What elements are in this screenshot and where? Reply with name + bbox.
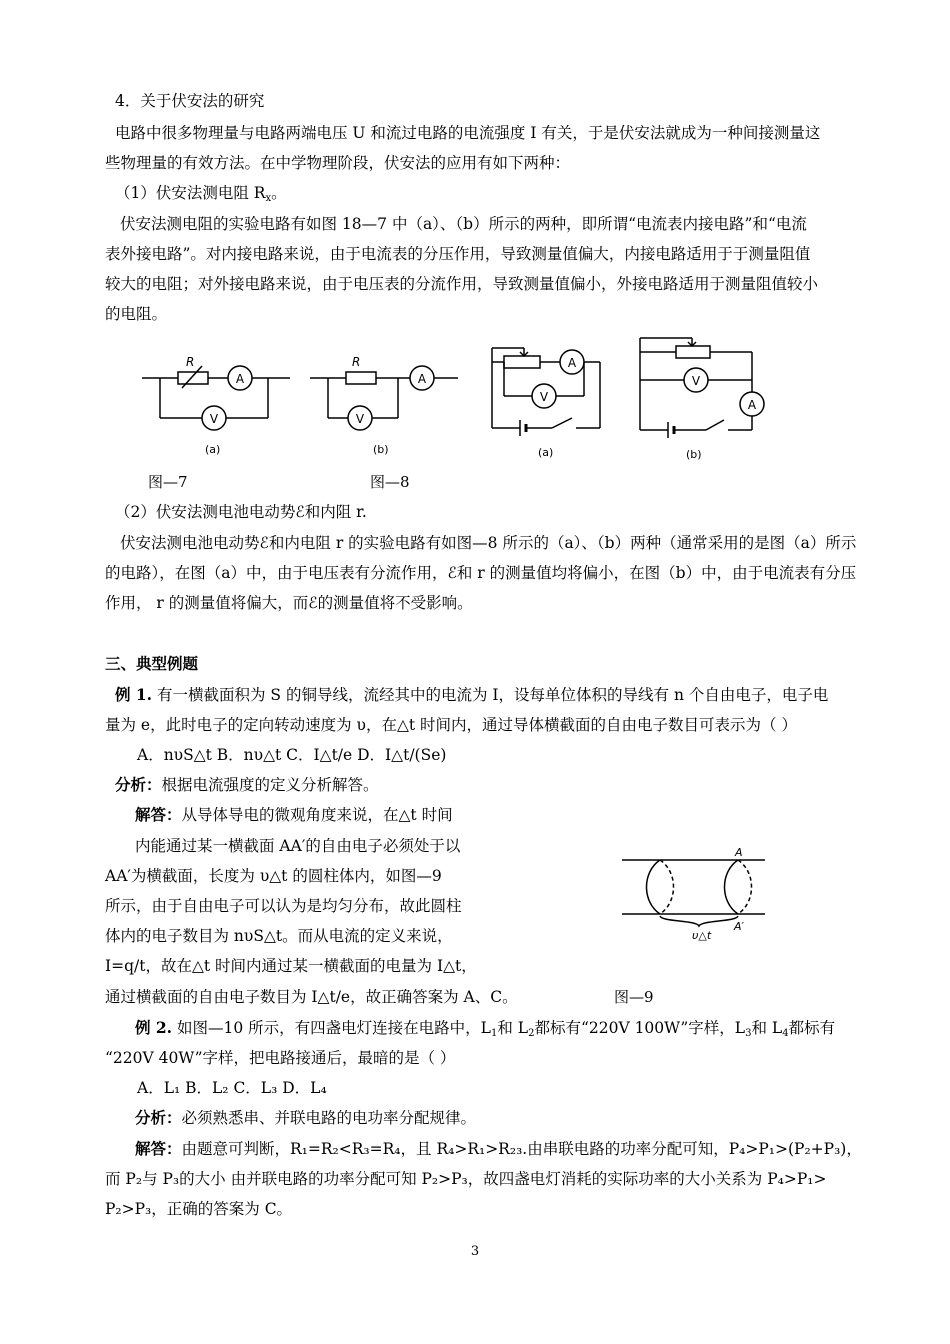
figure-8-caption: 图—8 bbox=[370, 473, 410, 491]
analysis-line bbox=[115, 774, 379, 796]
resistor-label: R bbox=[352, 355, 361, 369]
example-label: 例 1. bbox=[115, 685, 153, 704]
analysis-label: 分析： bbox=[135, 1108, 182, 1127]
figure-8b-circuit bbox=[636, 332, 776, 466]
cross-section-bottom-label: A′ bbox=[734, 920, 745, 933]
example-text: 都标有“220V 100W”字样，L bbox=[534, 1019, 746, 1037]
ammeter-label: A bbox=[747, 398, 757, 412]
subscript: x bbox=[265, 193, 272, 204]
subheading-1 bbox=[115, 182, 287, 204]
answer-line bbox=[135, 804, 453, 826]
figure-tag: (b) bbox=[373, 443, 389, 456]
paragraph-line: 电路中很多物理量与电路两端电压 U 和流过电路的电流强度 I 有关，于是伏安法就成为一种间接测量这 bbox=[115, 124, 821, 142]
answer-text: 由题意可判断，R₁=R₂<R₃=R₄，且 R₄>R₁>R₂₃.由串联电路的功率分配可知，P₄>P₁>(P₂+P₃)， bbox=[181, 1140, 862, 1158]
voltmeter-label: V bbox=[691, 374, 701, 388]
example-text: 和 L bbox=[751, 1019, 783, 1037]
paragraph-line: 表外接电路”。对内接电路来说，由于电流表的分压作用，导致测量值偏大，内接电路适用于于测量阻值 bbox=[105, 245, 811, 263]
subheading-end: 。 bbox=[271, 184, 287, 202]
paragraph-line: 体内的电子数目为 nυS△t。而从电流的定义来说， bbox=[105, 927, 453, 945]
voltmeter-label: V bbox=[539, 390, 549, 404]
figure-9-caption: 图—9 bbox=[614, 988, 654, 1006]
paragraph-line: 伏安法测电阻的实验电路有如图 18—7 中（a）、（b）所示的两种，即所谓“电流表内接电路”和“电流 bbox=[120, 215, 807, 233]
paragraph-line: 量为 e，此时电子的定向转动速度为 υ，在△t 时间内，通过导体横截面的自由电子数目可表示为（ ） bbox=[105, 716, 797, 734]
paragraph-line: AA′为横截面，长度为 υ△t 的圆柱体内，如图—9 bbox=[105, 867, 442, 885]
analysis-line bbox=[135, 1107, 476, 1129]
paragraph-line: 作用， r 的测量值将偏大，而ℰ的测量值将不受影响。 bbox=[105, 594, 473, 612]
analysis-text: 必须熟悉串、并联电路的电功率分配规律。 bbox=[181, 1109, 477, 1127]
figure-tag: (b) bbox=[686, 448, 702, 461]
paragraph-line: 较大的电阻；对外接电路来说，由于电压表的分流作用，导致测量值偏小，外接电路适用于测量阻值较小 bbox=[105, 275, 819, 293]
paragraph-line: 的电阻。 bbox=[105, 305, 168, 323]
paragraph-line: 所示，由于自由电子可以认为是均匀分布，故此圆柱 bbox=[105, 897, 462, 915]
figure-7-caption: 图—7 bbox=[148, 473, 188, 491]
example-text: 和 L bbox=[497, 1019, 529, 1037]
analysis-text: 根据电流强度的定义分析解答。 bbox=[161, 776, 379, 794]
cross-section-top-label: A bbox=[735, 846, 743, 859]
figure-9-cylinder bbox=[620, 842, 770, 942]
example-text: 如图—10 所示，有四盏电灯连接在电路中，L bbox=[172, 1019, 491, 1037]
example-2-line: 例 2. 如图—10 所示，有四盏电灯连接在电路中，$L_1$和 $L_2$都标有“220V 100W”字样，$L_3$和 $L_4$都标有 bbox=[135, 1018, 836, 1039]
example-label: 例 2. bbox=[135, 1018, 173, 1037]
answer-line bbox=[135, 1138, 862, 1160]
example-text: 有一横截面积为 S 的铜导线，流经其中的电流为 I，设每单位体积的导线有 n 个自由电子，电子电 bbox=[152, 686, 829, 704]
example-text: 都标有 bbox=[788, 1019, 836, 1037]
example-1-line bbox=[115, 684, 828, 706]
analysis-label: 分析： bbox=[115, 775, 162, 794]
section-heading-4: 4．关于伏安法的研究 bbox=[115, 92, 265, 110]
figure-tag: (a) bbox=[205, 443, 221, 456]
subheading-text: （1）伏安法测电阻 R bbox=[115, 184, 266, 202]
resistor-label: R bbox=[186, 355, 195, 369]
figure-8a-circuit bbox=[486, 340, 611, 465]
paragraph-line: 通过横截面的自由电子数目为 I△t/e，故正确答案为 A、C。 bbox=[105, 988, 518, 1006]
answer-label: 解答： bbox=[135, 1139, 182, 1158]
paragraph-line: I=q/t，故在△t 时间内通过某一横截面的电量为 I△t， bbox=[105, 957, 477, 975]
paragraph-line: 而 P₂与 P₃的大小 由并联电路的功率分配可知 P₂>P₃，故四盏电灯消耗的实际功率的大小关系为 P₄>P₁> bbox=[105, 1170, 827, 1188]
length-label: υ△t bbox=[692, 929, 712, 942]
voltmeter-label: V bbox=[209, 412, 219, 426]
answer-label: 解答： bbox=[135, 805, 182, 824]
paragraph-line: 内能通过某一横截面 AA′的自由电子必须处于以 bbox=[135, 837, 461, 855]
ammeter-label: A bbox=[417, 372, 427, 386]
paragraph-line: 些物理量的有效方法。在中学物理阶段，伏安法的应用有如下两种： bbox=[105, 154, 571, 172]
figure-7b-circuit bbox=[308, 348, 463, 463]
paragraph-line: 伏安法测电池电动势ℰ和内电阻 r 的实验电路有如图—8 所示的（a）、（b）两种（通常采用的是图（a）所示 bbox=[120, 534, 857, 552]
voltmeter-label: V bbox=[355, 412, 365, 426]
paragraph-line: 的电路），在图（a）中，由于电压表有分流作用，ℰ和 r 的测量值均将偏小，在图（b）中，由于电流表有分压 bbox=[105, 564, 857, 582]
section-heading-3: 三、典型例题 bbox=[105, 654, 199, 673]
answer-text: 从导体导电的微观角度来说，在△t 时间 bbox=[181, 806, 453, 824]
page-number: 3 bbox=[470, 1244, 480, 1259]
options-line: A．nυS△t B．nυ△t C．I△t/e D．I△t/(Se) bbox=[137, 746, 447, 764]
paragraph-line: P₂>P₃，正确的答案为 C。 bbox=[105, 1200, 293, 1218]
ammeter-label: A bbox=[567, 356, 577, 370]
figure-7a-circuit bbox=[140, 348, 295, 463]
paragraph-line: “220V 40W”字样，把电路接通后，最暗的是（ ） bbox=[105, 1049, 456, 1067]
figure-tag: (a) bbox=[538, 446, 554, 459]
subheading-2: （2）伏安法测电池电动势ℰ和内阻 r. bbox=[115, 503, 367, 521]
options-line: A．L₁ B．L₂ C．L₃ D．L₄ bbox=[137, 1079, 327, 1097]
ammeter-label: A bbox=[235, 372, 245, 386]
